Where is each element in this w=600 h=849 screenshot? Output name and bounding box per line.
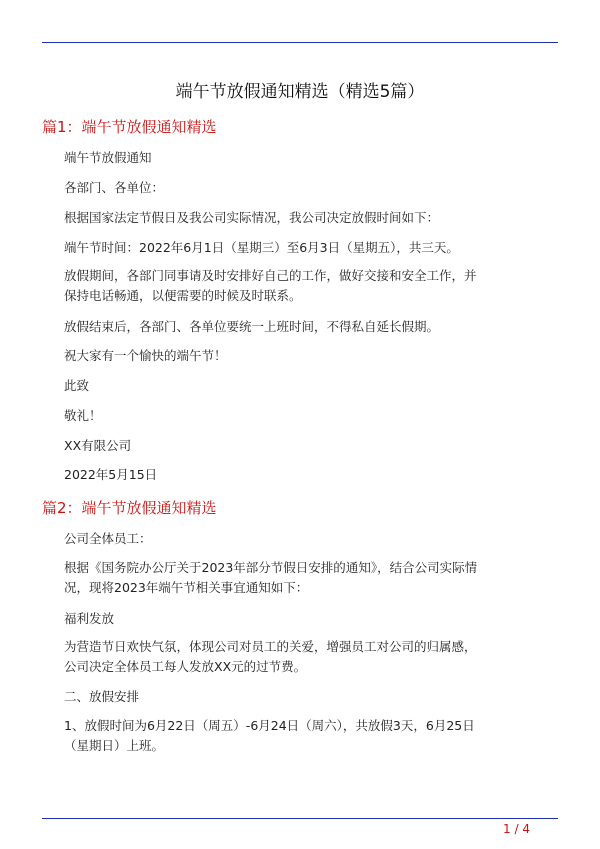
section-1-paragraph: 2022年5月15日	[64, 467, 158, 482]
section-1-paragraph: 此致	[64, 378, 90, 393]
section-2-paragraph: 为营造节日欢快气氛，体现公司对员工的关爱，增强员工对公司的归属感，公司决定全体员工每人发放XX元的过节费。	[64, 639, 477, 674]
section-1-paragraph: 放假期间，各部门同事请及时安排好自己的工作，做好交接和安全工作，并保持电话畅通，以便需要的时候及时联系。	[64, 268, 477, 303]
section-1-heading: 篇1：端午节放假通知精选	[42, 118, 217, 136]
header-rule	[42, 42, 558, 43]
section-2-heading: 篇2：端午节放假通知精选	[42, 499, 217, 517]
section-2-paragraph: 福利发放	[64, 611, 115, 626]
section-1-paragraph: 放假结束后，各部门、各单位要统一上班时间，不得私自延长假期。	[64, 319, 440, 334]
section-2-paragraph: 公司全体员工：	[64, 531, 152, 546]
section-2-paragraph: 根据《国务院办公厅关于2023年部分节假日安排的通知》，结合公司实际情况，现将2023年端午节相关事宜通知如下：	[64, 560, 478, 595]
document-title: 端午节放假通知精选（精选5篇）	[175, 82, 425, 102]
section-1-paragraph: 祝大家有一个愉快的端午节！	[64, 348, 227, 363]
section-1-paragraph: 根据国家法定节假日及我公司实际情况，我公司决定放假时间如下：	[64, 210, 440, 225]
section-1-paragraph: 端午节时间：2022年6月1日（星期三）至6月3日（星期五），共三天。	[64, 240, 459, 255]
section-1-paragraph: 敬礼！	[64, 408, 102, 423]
footer-rule	[42, 818, 558, 819]
page-number: 1 / 4	[503, 822, 530, 836]
section-2-paragraph: 1、放假时间为6月22日（周五）-6月24日（周六），共放假3天，6月25日（星期日）上班。	[64, 718, 475, 753]
section-1-paragraph: XX有限公司	[64, 438, 132, 453]
section-1-paragraph: 各部门、各单位：	[64, 180, 165, 195]
section-1-paragraph: 端午节放假通知	[64, 150, 152, 165]
section-2-paragraph: 二、放假安排	[64, 689, 140, 704]
